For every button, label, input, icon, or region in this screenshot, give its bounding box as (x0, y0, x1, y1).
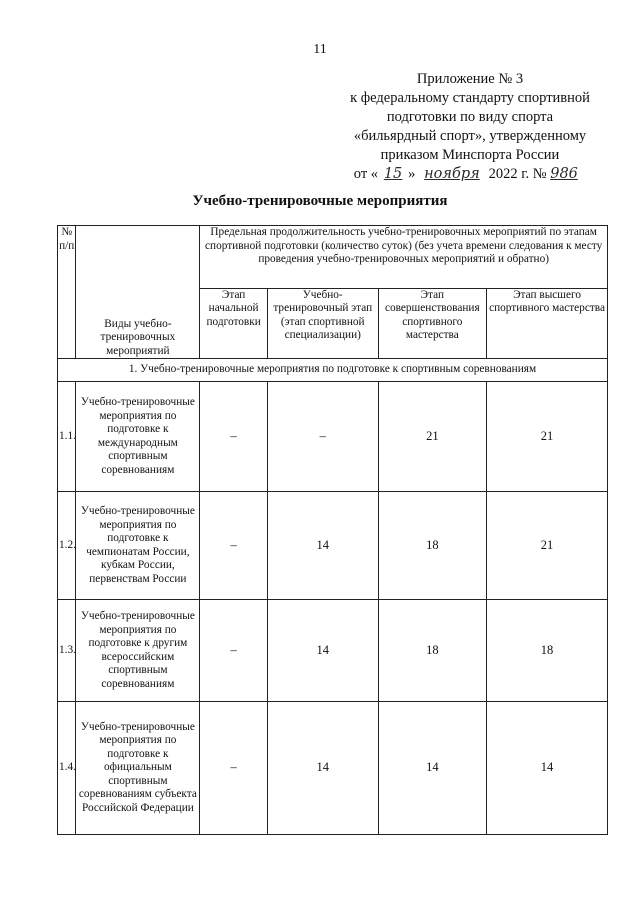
row-value-higher: 21 (487, 382, 608, 492)
row-value-training: 14 (267, 492, 378, 600)
handwritten-order-number: 986 (550, 166, 578, 182)
header-event-kind: Виды учебно-тренировочных мероприятий (76, 226, 200, 359)
row-value-training: 14 (267, 702, 378, 835)
table-row (58, 600, 608, 702)
row-number: 1.1. (58, 382, 76, 492)
training-events-table (57, 225, 608, 835)
table-row (58, 382, 608, 492)
header-stage-higher: Этап высшего спортивного мастерства (487, 288, 608, 358)
row-value-higher: 14 (487, 702, 608, 835)
row-value-initial: – (200, 702, 268, 835)
row-value-improvement: 18 (378, 600, 487, 702)
row-value-initial: – (200, 600, 268, 702)
appendix-line: «бильярдный спорт», утвержденному (353, 128, 587, 144)
row-event-kind: Учебно-тренировочные мероприятия по подготовке к официальным спортивным соревнованиям субъекта Российской Федерации (76, 702, 200, 835)
row-value-initial: – (200, 382, 268, 492)
row-event-kind: Учебно-тренировочные мероприятия по подготовке к международным спортивным соревнованиям (76, 382, 200, 492)
appendix-line: к федеральному стандарту спортивной (350, 90, 590, 106)
order-date-line (354, 166, 586, 182)
handwritten-day: 15 (383, 166, 403, 182)
appendix-block (330, 70, 610, 184)
document-title: Учебно-тренировочные мероприятия (192, 193, 448, 209)
row-value-improvement: 18 (378, 492, 487, 600)
row-number: 1.3. (58, 600, 76, 702)
row-value-higher: 21 (487, 492, 608, 600)
appendix-line: подготовки по виду спорта (386, 109, 554, 125)
header-number: № п/п (58, 226, 76, 359)
header-stage-improvement: Этап совершенствования спортивного мастерства (378, 288, 487, 358)
table-row (58, 492, 608, 600)
date-prefix: от « (353, 166, 379, 182)
page-number: 11 (313, 42, 327, 57)
row-number: 1.2. (58, 492, 76, 600)
appendix-line: приказом Минспорта России (380, 147, 560, 163)
row-value-initial: – (200, 492, 268, 600)
row-number: 1.4. (58, 702, 76, 835)
row-value-improvement: 14 (378, 702, 487, 835)
header-duration-group: Предельная продолжительность учебно-тренировочных мероприятий по этапам спортивной подготовки (количество суток) (без учета времени следования к месту проведения учебно-тренировочных мероприятий и обратно) (200, 226, 608, 289)
row-event-kind: Учебно-тренировочные мероприятия по подготовке к другим всероссийским спортивным соревнованиям (76, 600, 200, 702)
handwritten-month: ноября (424, 166, 480, 182)
header-stage-initial: Этап начальной подготовки (200, 288, 268, 358)
date-day-close: » (408, 166, 416, 182)
row-value-training: 14 (267, 600, 378, 702)
row-event-kind: Учебно-тренировочные мероприятия по подготовке к чемпионатам России, кубкам России, первенствам России (76, 492, 200, 600)
row-value-higher: 18 (487, 600, 608, 702)
appendix-line: Приложение № 3 (416, 71, 524, 87)
header-stage-training: Учебно-тренировочный этап (этап спортивной специализации) (267, 288, 378, 358)
row-value-improvement: 21 (378, 382, 487, 492)
date-year: 2022 г. № (488, 166, 547, 182)
row-value-training: – (267, 382, 378, 492)
section-title: 1. Учебно-тренировочные мероприятия по подготовке к спортивным соревнованиям (58, 359, 608, 382)
table-row (58, 702, 608, 835)
